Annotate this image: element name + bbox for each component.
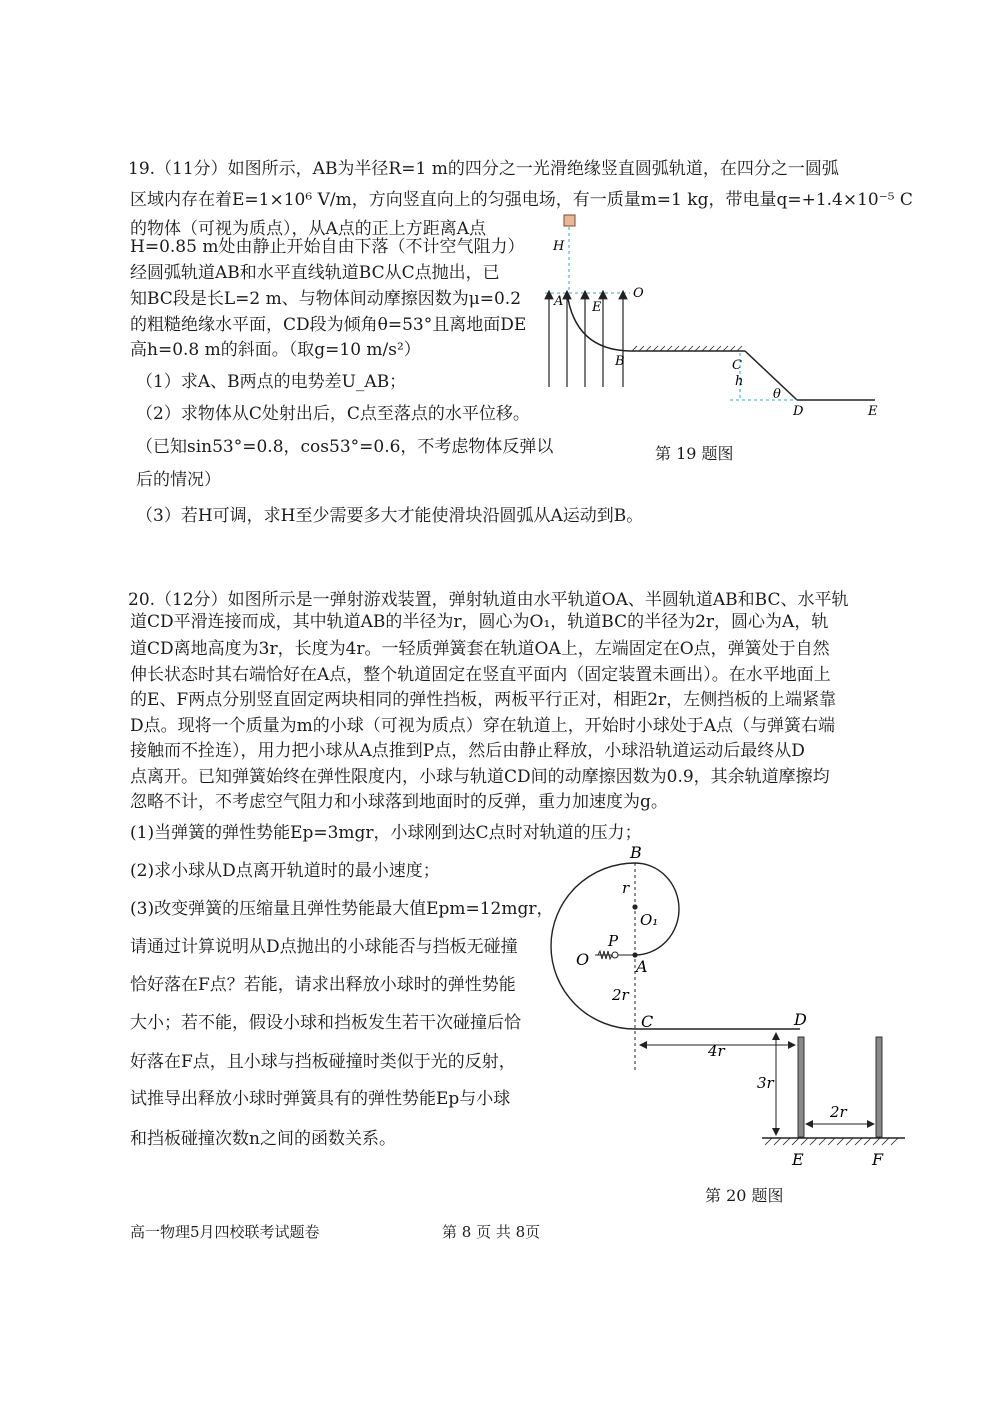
label-3r: 3r [757,1074,774,1092]
q20-sub-3: (3)改变弹簧的压缩量且弹性势能最大值Epm=12mgr， [130,899,554,919]
q19-sub-4: 后的情况） [136,470,221,490]
q19-sub-1: （1）求A、B两点的电势差U_AB； [136,372,407,392]
q19-sub-2: （2）求物体从C处射出后，C点至落点的水平位移。 [136,404,530,424]
label-B20: B [630,845,642,862]
label-theta: θ [773,387,781,402]
label-E-ground: E [868,404,878,419]
label-4r: 4r [708,1042,725,1060]
label-H: H [553,239,565,254]
label-2r: 2r [612,986,629,1004]
label-B: B [615,354,625,369]
q19-line-3: 的物体（可视为质点），从A点的正上方距离A点 [130,219,487,239]
q19-line-5: 经圆弧轨道AB和水平直线轨道BC从C点抛出，已 [130,263,500,283]
q20-sub-4: 请通过计算说明从D点抛出的小球能否与挡板无碰撞 [130,937,518,957]
q19-line-4: H=0.85 m处由静止开始自由下落（不计空气阻力） [130,237,525,257]
q20-line-7: 接触而不拴连），用力把小球从A点推到P点，然后由静止释放，小球沿轨道运动后最终从D [130,741,805,761]
baffle-E [798,1037,804,1137]
q20-line-3: 道CD离地高度为3r，长度为4r。一轻质弹簧套在轨道OA上，左端固定在O点，弹簧处于自然 [130,639,830,659]
q19-caption: 第 19 题图 [655,444,734,463]
label-O20: O [576,950,590,969]
q20-sub-1: (1)当弹簧的弹性势能Ep=3mgr，小球刚到达C点时对轨道的压力； [130,823,642,843]
q20-sub-8: 试推导出释放小球时弹簧具有的弹性势能Ep与小球 [130,1089,511,1109]
label-A20: A [636,957,648,976]
label-E20: E [792,1150,804,1169]
label-C20: C [641,1012,654,1031]
q20-line-6: D点。现将一个质量为m的小球（可视为质点）穿在轨道上，开始时小球处于A点（与弹簧右端 [130,716,836,736]
q20-caption: 第 20 题图 [705,1186,784,1205]
q19-line-2: 区域内存在着E=1×10⁶ V/m，方向竖直向上的匀强电场，有一质量m=1 kg，带电量q=+1.4×10⁻⁵ C [130,190,913,210]
q20-line-9: 忽略不计，不考虑空气阻力和小球落到地面时的反弹，重力加速度为g。 [130,792,668,812]
label-O1: O₁ [640,911,659,929]
q20-sub-7: 好落在F点，且小球与挡板碰撞时类似于光的反射， [130,1052,516,1072]
label-D: D [793,404,804,419]
label-O: O [633,286,644,301]
q19-sub-5: （3）若H可调，求H至少需要多大才能使滑块沿圆弧从A运动到B。 [136,506,644,526]
label-E-field: E [592,300,602,315]
q20-line-1: 20.（12分）如图所示是一弹射游戏装置，弹射轨道由水平轨道OA、半圆轨道AB和BC、水平轨 [128,590,849,610]
q20-sub-9: 和挡板碰撞次数n之间的函数关系。 [130,1129,396,1149]
label-F20: F [872,1150,884,1169]
q19-line-1: 19.（11分）如图所示，AB为半径R=1 m的四分之一光滑绝缘竖直圆弧轨道，在四分之一圆弧 [128,159,839,179]
label-D20: D [794,1010,807,1029]
q20-line-8: 点离开。已知弹簧始终在弹性限度内，小球与轨道CD间的动摩擦因数为0.9，其余轨道摩擦均 [130,767,830,787]
baffle-F [876,1037,882,1137]
q20-sub-6: 大小；若不能，假设小球和挡板发生若干次碰撞后恰 [130,1013,521,1033]
falling-block [564,215,575,226]
q19-sub-3: （已知sin53°=0.8，cos53°=0.6，不考虑物体反弹以 [136,437,554,457]
q20-line-4: 伸长状态时其右端恰好在A点，整个轨道固定在竖直平面内（固定装置未画出）。在水平地面上 [130,665,831,685]
label-h: h [735,374,744,389]
q20-line-5: 的E、F两点分别竖直固定两块相同的弹性挡板，两板平行正对，相距2r，左侧挡板的上端紧靠 [130,690,837,710]
label-r: r [622,879,630,897]
q19-line-8: 高h=0.8 m的斜面。（取g=10 m/s²） [130,340,421,360]
q20-sub-2: (2)求小球从D点离开轨道时的最小速度； [130,861,440,881]
label-C: C [732,358,742,373]
label-2r-baffles: 2r [830,1103,847,1121]
label-A: A [554,294,564,309]
label-P: P [608,932,619,950]
q20-figure [550,845,920,1175]
q19-line-6: 知BC段是长L=2 m、与物体间动摩擦因数为μ=0.2 [130,289,522,309]
footer-exam-title: 高一物理5月四校联考试题卷 [130,1223,320,1241]
footer-page-number: 第 8 页 共 8页 [442,1223,541,1241]
q19-figure [535,205,885,425]
q20-line-2: 道CD平滑连接而成，其中轨道AB的半径为r，圆心为O₁，轨道BC的半径为2r，圆心为A，轨 [130,612,829,632]
track-AB [635,863,679,955]
q20-sub-5: 恰好落在F点？若能，请求出释放小球时的弹性势能 [130,975,516,995]
q19-line-7: 的粗糙绝缘水平面，CD段为倾角θ=53°且离地面DE [130,315,527,335]
